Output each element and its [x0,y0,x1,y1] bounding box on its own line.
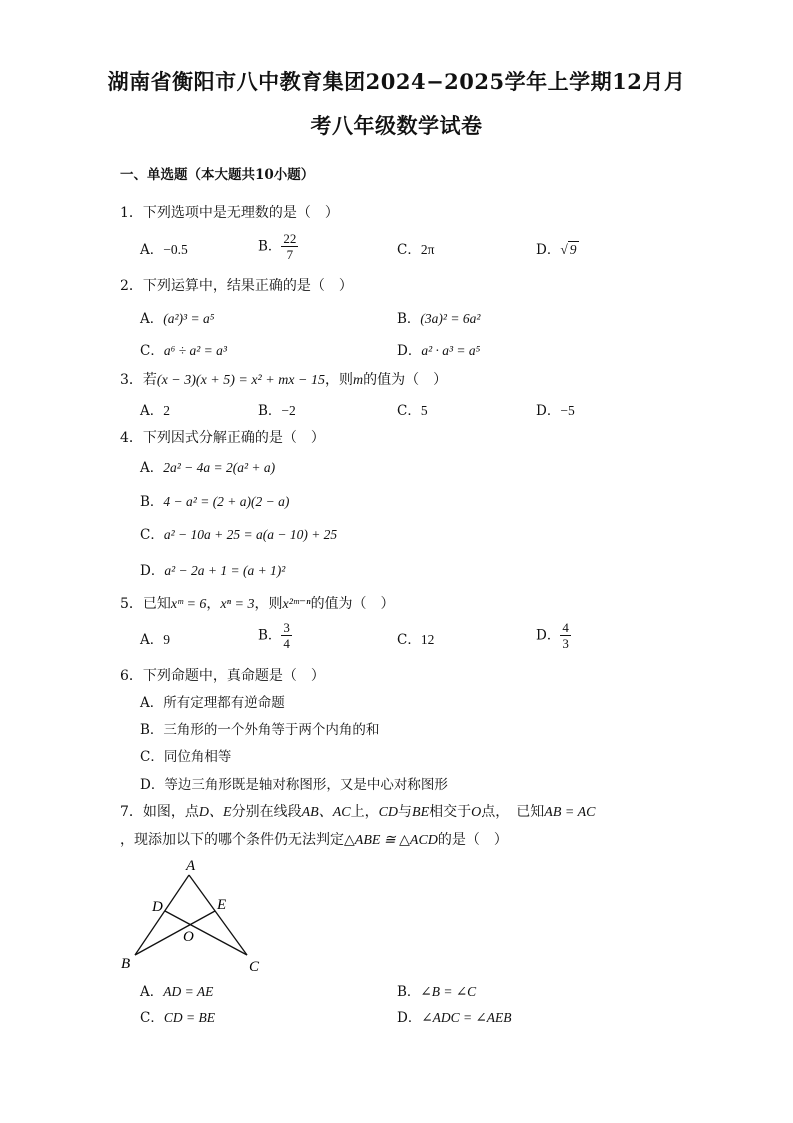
q6-option-b: B．三角形的一个外角等于两个内角的和 [140,722,380,738]
q5-option-b: B． $\frac{3}{4}$ [258,620,290,651]
label-e: E [217,897,227,913]
q2-option-b: B．(3a)² = 6a² [397,311,481,327]
q5-b-fraction: $\frac{3}{4}$ [283,620,290,651]
q7-option-c: C．CD = BE [140,1010,215,1026]
q4-option-c: C．a² − 10a + 25 = a(a − 10) + 25 [140,527,338,543]
q3-stem: 3．若(x − 3)(x + 5) = x² + mx − 15，则m的值为（ ） [120,372,448,388]
q3-option-b: B．−2 [258,403,296,419]
label-c: C [249,959,260,975]
q5-d-fraction: $\frac{4}{3}$ [562,620,569,651]
q7-stem-line2: ，现添加以下的哪个条件仍无法判定△ABE ≅ △ACD的是（ ） [120,832,508,848]
q2-option-c: C．a⁶ ÷ a² = a³ [140,343,227,359]
q5-stem: 5．已知xᵐ = 6，xⁿ = 3，则x²ᵐ⁻ⁿ的值为（ ） [120,596,395,612]
q4-stem: 4．下列因式分解正确的是（ ） [120,430,325,446]
q6-option-a: A．所有定理都有逆命题 [140,695,285,711]
label-o: O [183,929,194,945]
q6-option-c: C．同位角相等 [140,749,232,765]
q3-option-c: C．5 [397,403,428,419]
q5-option-d: D． $\frac{4}{3}$ [536,620,569,651]
q1-option-d: D．√ 9 [536,242,577,258]
section-heading: 一、单选题（本大题共10小题） [120,167,315,183]
q5-option-c: C．12 [397,632,435,648]
q3-option-d: D．−5 [536,403,575,419]
q7-stem-line1: 7．如图，点D、E分别在线段AB、AC上，CD与BE相交于O点， 已知AB = AC [120,804,596,820]
q7-triangle-figure [115,855,275,975]
q4-option-d: D．a² − 2a + 1 = (a + 1)² [140,563,286,579]
segment-ac [189,875,247,955]
q2-option-a: A．(a²)³ = a⁵ [140,311,215,327]
q6-option-d: D．等边三角形既是轴对称图形，又是中心对称图形 [140,777,448,793]
q2-option-d: D．a² · a³ = a⁵ [397,343,481,359]
q6-stem: 6．下列命题中，真命题是（ ） [120,668,325,684]
q4-option-b: B．4 − a² = (2 + a)(2 − a) [140,494,290,510]
segment-be [135,911,215,955]
label-b: B [121,956,131,972]
q1-option-a: A．−0.5 [140,242,188,258]
q2-stem: 2．下列运算中，结果正确的是（ ） [120,278,353,294]
q7-option-a: A．AD = AE [140,984,214,1000]
q1-option-c: C．2π [397,242,435,258]
segment-ab [135,875,189,955]
q4-option-a: A．2a² − 4a = 2(a² + a) [140,460,276,476]
exam-title-line1: 湖南省衡阳市八中教育集团2024−2025学年上学期12月月 [107,69,686,94]
exam-title-line2: 考八年级数学试卷 [310,113,483,138]
q5-option-a: A．9 [140,632,170,648]
label-a: A [186,858,196,874]
segment-dc [165,911,247,955]
q1-b-fraction: $\frac{22}{7}$ [283,231,297,262]
q1-option-b: B． $\frac{22}{7}$ [258,231,297,262]
q7-option-b: B．∠B = ∠C [397,984,477,1000]
q3-option-a: A．2 [140,403,170,419]
label-d: D [152,899,163,915]
q1-d-radicand: 9 [569,242,577,257]
q1-stem: 1．下列选项中是无理数的是（ ） [120,205,339,221]
q7-option-d: D．∠ADC = ∠AEB [397,1010,512,1026]
